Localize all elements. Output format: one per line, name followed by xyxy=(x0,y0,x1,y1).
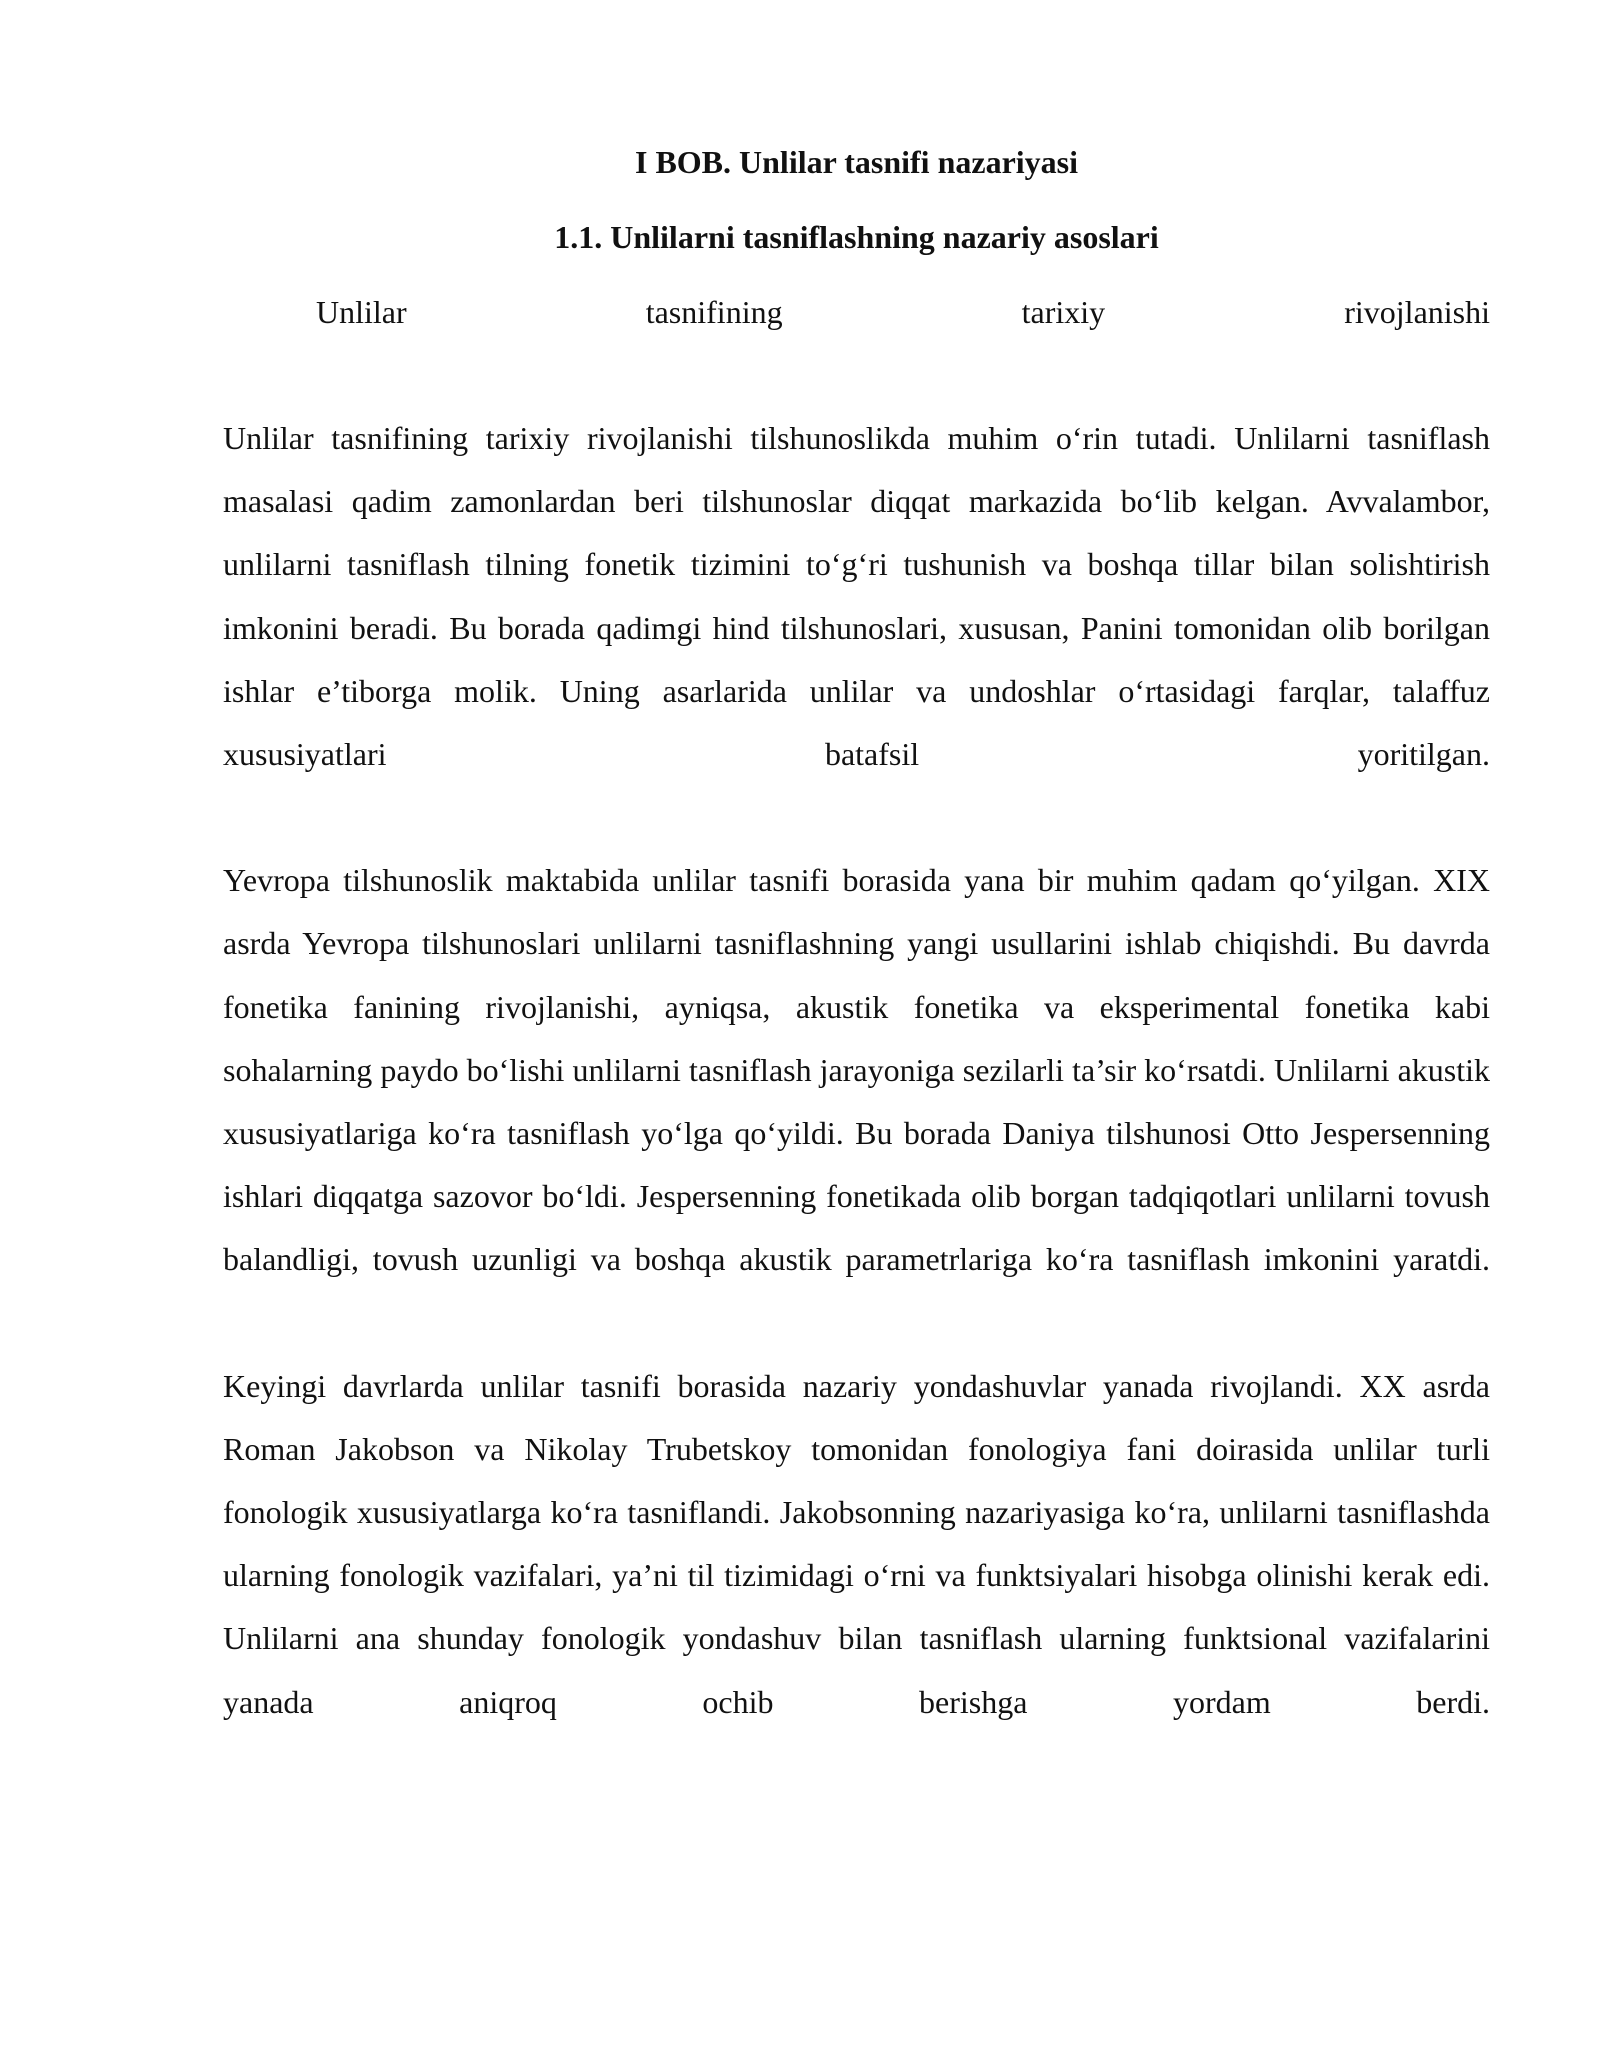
chapter-title: I BOB. Unlilar tasnifi nazariyasi xyxy=(634,144,1078,180)
document-body xyxy=(223,140,1490,1734)
paragraph-3: Keyingi davrlarda unlilar tasnifi borasida nazariy yondashuvlar yanada rivojlandi. XX asrda Roman Jakobson va Nikolay Trubetskoy tomonidan fonologiya fani doirasida unlilar turli fonologik xususiyatlarga ko‘ra tasniflandi. Jakobsonning nazariyasiga ko‘ra, unlilarni tasniflashda ularning fonologik vazifalari, ya’ni til tizimidagi o‘rni va funktsiyalari hisobga olinishi kerak edi. Unlilarni ana shunday fonologik yondashuv bilan tasniflash ularning funktsional vazifalarini yanada aniqroq ochib berishga yordam berdi. xyxy=(223,1367,1490,1720)
paragraph-1: Unlilar tasnifining tarixiy rivojlanishi tilshunoslikda muhim o‘rin tutadi. Unlilarni tasniflash masalasi qadim zamonlardan beri tilshunoslar diqqat markazida bo‘lib kelgan. Avvalambor, unlilarni tasniflash tilning fonetik tizimini to‘g‘ri tushunish va boshqa tillar bilan solishtirish imkonini beradi. Bu borada qadimgi hind tilshunoslari, xususan, Panini tomonidan olib borilgan ishlar e’tiborga molik. Uning asarlarida unlilar va undoshlar o‘rtasidagi farqlar, talaffuz xususiyatlari batafsil yoritilgan. xyxy=(223,420,1490,773)
section-title: 1.1. Unlilarni tasniflashning nazariy asoslari xyxy=(554,219,1159,255)
subsection-title: Unlilar tasnifining tarixiy rivojlanishi xyxy=(316,294,1490,330)
paragraph-2: Yevropa tilshunoslik maktabida unlilar tasnifi borasida yana bir muhim qadam qo‘yilgan. XIX asrda Yevropa tilshunoslari unlilarni tasniflashning yangi usullarini ishlab chiqishdi. Bu davrda fonetika fanining rivojlanishi, ayniqsa, akustik fonetika va eksperimental fonetika kabi sohalarning paydo bo‘lishi unlilarni tasniflash jarayoniga sezilarli ta’sir ko‘rsatdi. Unlilarni akustik xususiyatlariga ko‘ra tasniflash yo‘lga qo‘yildi. Bu borada Daniya tilshunosi Otto Jespersenning ishlari diqqatga sazovor bo‘ldi. Jespersenning fonetikada olib borgan tadqiqotlari unlilarni tovush balandligi, tovush uzunligi va boshqa akustik parametrlariga ko‘ra tasniflash imkonini yaratdi. xyxy=(223,862,1490,1278)
